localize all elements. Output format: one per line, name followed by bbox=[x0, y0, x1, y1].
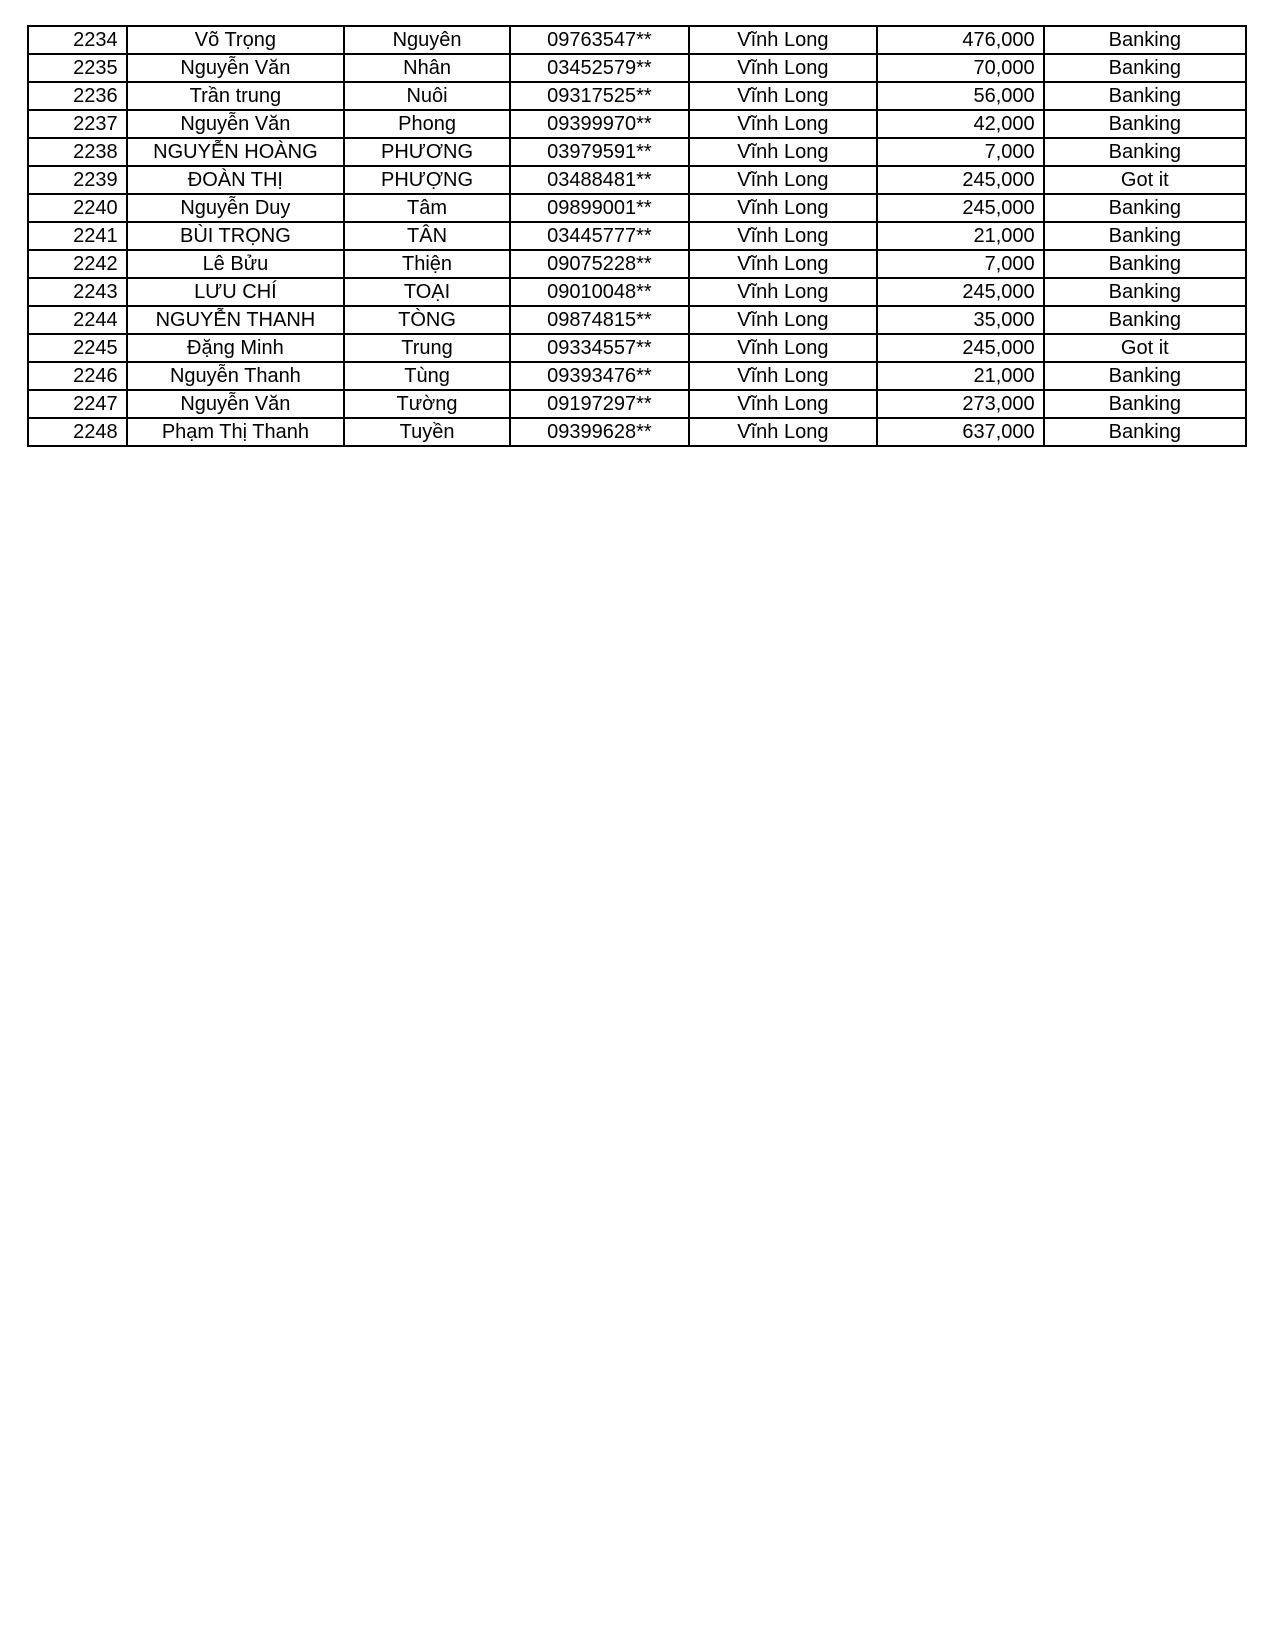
province-cell: Vĩnh Long bbox=[689, 166, 877, 194]
province-cell: Vĩnh Long bbox=[689, 306, 877, 334]
amount-cell: 21,000 bbox=[877, 362, 1044, 390]
phone-cell: 03488481** bbox=[510, 166, 689, 194]
amount-cell: 21,000 bbox=[877, 222, 1044, 250]
table-body bbox=[28, 26, 1246, 446]
table-row bbox=[28, 194, 1246, 222]
payment-method-cell: Banking bbox=[1044, 222, 1246, 250]
province-cell: Vĩnh Long bbox=[689, 222, 877, 250]
payment-method-cell: Got it bbox=[1044, 334, 1246, 362]
payment-method-cell: Banking bbox=[1044, 194, 1246, 222]
table-row bbox=[28, 362, 1246, 390]
phone-cell: 09317525** bbox=[510, 82, 689, 110]
phone-cell: 09393476** bbox=[510, 362, 689, 390]
last-name-cell: Thiện bbox=[344, 250, 510, 278]
amount-cell: 245,000 bbox=[877, 166, 1044, 194]
phone-cell: 09197297** bbox=[510, 390, 689, 418]
row-number-cell: 2248 bbox=[28, 418, 127, 446]
table-row bbox=[28, 250, 1246, 278]
phone-cell: 09075228** bbox=[510, 250, 689, 278]
first-name-cell: Phạm Thị Thanh bbox=[127, 418, 345, 446]
last-name-cell: PHƯỢNG bbox=[344, 166, 510, 194]
amount-cell: 56,000 bbox=[877, 82, 1044, 110]
phone-cell: 09899001** bbox=[510, 194, 689, 222]
table-row bbox=[28, 166, 1246, 194]
payment-method-cell: Banking bbox=[1044, 26, 1246, 54]
first-name-cell: Võ Trọng bbox=[127, 26, 345, 54]
payment-method-cell: Banking bbox=[1044, 138, 1246, 166]
table-row bbox=[28, 306, 1246, 334]
first-name-cell: Nguyễn Văn bbox=[127, 390, 345, 418]
table-row bbox=[28, 26, 1246, 54]
payment-method-cell: Banking bbox=[1044, 82, 1246, 110]
last-name-cell: Nhân bbox=[344, 54, 510, 82]
province-cell: Vĩnh Long bbox=[689, 278, 877, 306]
last-name-cell: Nguyên bbox=[344, 26, 510, 54]
payment-table bbox=[27, 25, 1247, 447]
first-name-cell: NGUYỄN HOÀNG bbox=[127, 138, 345, 166]
row-number-cell: 2236 bbox=[28, 82, 127, 110]
first-name-cell: Nguyễn Thanh bbox=[127, 362, 345, 390]
first-name-cell: Nguyễn Văn bbox=[127, 54, 345, 82]
last-name-cell: TOẠI bbox=[344, 278, 510, 306]
row-number-cell: 2240 bbox=[28, 194, 127, 222]
phone-cell: 09399970** bbox=[510, 110, 689, 138]
payment-method-cell: Banking bbox=[1044, 278, 1246, 306]
row-number-cell: 2234 bbox=[28, 26, 127, 54]
amount-cell: 42,000 bbox=[877, 110, 1044, 138]
province-cell: Vĩnh Long bbox=[689, 362, 877, 390]
amount-cell: 245,000 bbox=[877, 194, 1044, 222]
province-cell: Vĩnh Long bbox=[689, 110, 877, 138]
amount-cell: 245,000 bbox=[877, 334, 1044, 362]
row-number-cell: 2246 bbox=[28, 362, 127, 390]
province-cell: Vĩnh Long bbox=[689, 334, 877, 362]
province-cell: Vĩnh Long bbox=[689, 194, 877, 222]
amount-cell: 70,000 bbox=[877, 54, 1044, 82]
last-name-cell: Phong bbox=[344, 110, 510, 138]
payment-method-cell: Banking bbox=[1044, 390, 1246, 418]
table-row bbox=[28, 334, 1246, 362]
payment-method-cell: Banking bbox=[1044, 110, 1246, 138]
row-number-cell: 2242 bbox=[28, 250, 127, 278]
payment-method-cell: Banking bbox=[1044, 362, 1246, 390]
row-number-cell: 2245 bbox=[28, 334, 127, 362]
province-cell: Vĩnh Long bbox=[689, 26, 877, 54]
payment-method-cell: Got it bbox=[1044, 166, 1246, 194]
row-number-cell: 2235 bbox=[28, 54, 127, 82]
row-number-cell: 2237 bbox=[28, 110, 127, 138]
province-cell: Vĩnh Long bbox=[689, 82, 877, 110]
last-name-cell: Nuôi bbox=[344, 82, 510, 110]
phone-cell: 09334557** bbox=[510, 334, 689, 362]
payment-method-cell: Banking bbox=[1044, 306, 1246, 334]
amount-cell: 35,000 bbox=[877, 306, 1044, 334]
row-number-cell: 2243 bbox=[28, 278, 127, 306]
table-row bbox=[28, 278, 1246, 306]
phone-cell: 09399628** bbox=[510, 418, 689, 446]
last-name-cell: Tuyền bbox=[344, 418, 510, 446]
province-cell: Vĩnh Long bbox=[689, 250, 877, 278]
table-row bbox=[28, 110, 1246, 138]
phone-cell: 09874815** bbox=[510, 306, 689, 334]
row-number-cell: 2244 bbox=[28, 306, 127, 334]
province-cell: Vĩnh Long bbox=[689, 390, 877, 418]
last-name-cell: Tường bbox=[344, 390, 510, 418]
amount-cell: 273,000 bbox=[877, 390, 1044, 418]
payment-method-cell: Banking bbox=[1044, 54, 1246, 82]
province-cell: Vĩnh Long bbox=[689, 54, 877, 82]
first-name-cell: NGUYỄN THANH bbox=[127, 306, 345, 334]
table-row bbox=[28, 390, 1246, 418]
table-row bbox=[28, 54, 1246, 82]
last-name-cell: PHƯƠNG bbox=[344, 138, 510, 166]
amount-cell: 7,000 bbox=[877, 250, 1044, 278]
province-cell: Vĩnh Long bbox=[689, 138, 877, 166]
table-row bbox=[28, 82, 1246, 110]
amount-cell: 7,000 bbox=[877, 138, 1044, 166]
amount-cell: 637,000 bbox=[877, 418, 1044, 446]
first-name-cell: Nguyễn Duy bbox=[127, 194, 345, 222]
first-name-cell: Lê Bửu bbox=[127, 250, 345, 278]
last-name-cell: TÂN bbox=[344, 222, 510, 250]
first-name-cell: Trần trung bbox=[127, 82, 345, 110]
table-row bbox=[28, 138, 1246, 166]
province-cell: Vĩnh Long bbox=[689, 418, 877, 446]
amount-cell: 476,000 bbox=[877, 26, 1044, 54]
table-row bbox=[28, 418, 1246, 446]
first-name-cell: BÙI TRỌNG bbox=[127, 222, 345, 250]
last-name-cell: TÒNG bbox=[344, 306, 510, 334]
phone-cell: 09010048** bbox=[510, 278, 689, 306]
payment-method-cell: Banking bbox=[1044, 250, 1246, 278]
row-number-cell: 2247 bbox=[28, 390, 127, 418]
row-number-cell: 2241 bbox=[28, 222, 127, 250]
phone-cell: 03979591** bbox=[510, 138, 689, 166]
payment-method-cell: Banking bbox=[1044, 418, 1246, 446]
first-name-cell: LƯU CHÍ bbox=[127, 278, 345, 306]
last-name-cell: Tùng bbox=[344, 362, 510, 390]
amount-cell: 245,000 bbox=[877, 278, 1044, 306]
first-name-cell: Đặng Minh bbox=[127, 334, 345, 362]
last-name-cell: Trung bbox=[344, 334, 510, 362]
first-name-cell: Nguyễn Văn bbox=[127, 110, 345, 138]
last-name-cell: Tâm bbox=[344, 194, 510, 222]
row-number-cell: 2238 bbox=[28, 138, 127, 166]
table-row bbox=[28, 222, 1246, 250]
phone-cell: 03452579** bbox=[510, 54, 689, 82]
phone-cell: 09763547** bbox=[510, 26, 689, 54]
first-name-cell: ĐOÀN THỊ bbox=[127, 166, 345, 194]
row-number-cell: 2239 bbox=[28, 166, 127, 194]
phone-cell: 03445777** bbox=[510, 222, 689, 250]
